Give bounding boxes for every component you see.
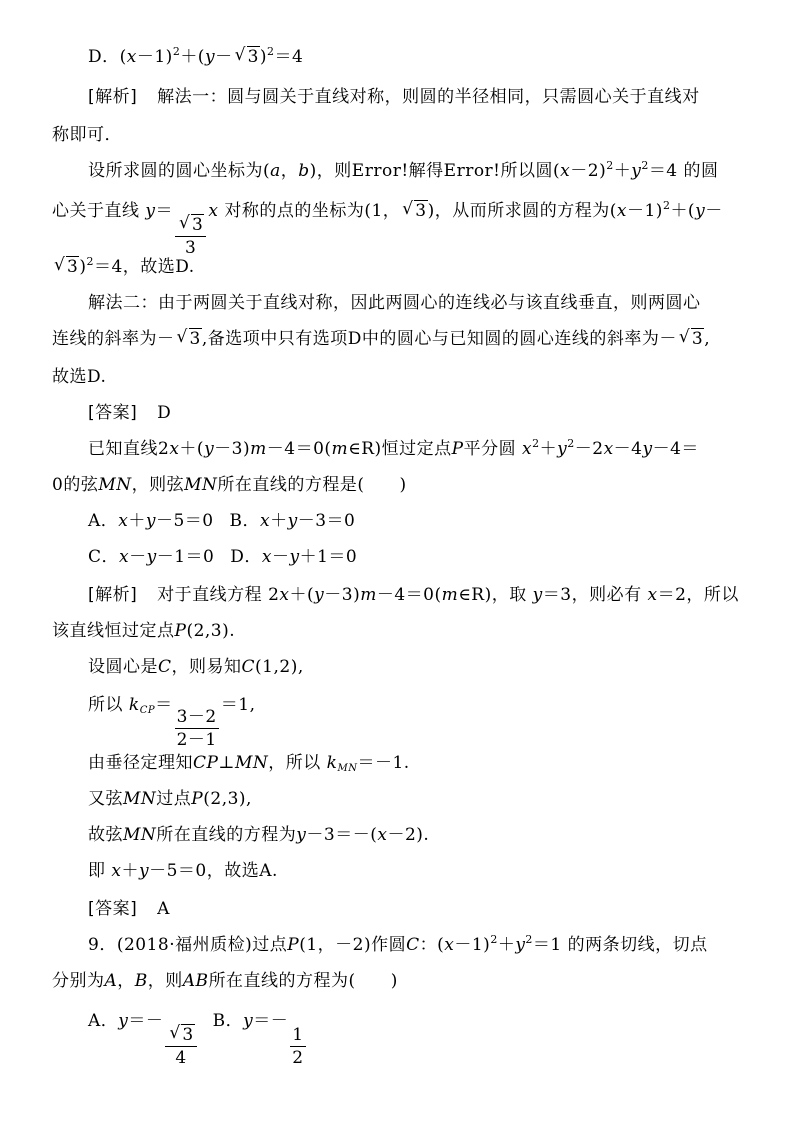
answer-value: D xyxy=(157,403,172,423)
q8-analysis-line4: 所以 $k_{CP}=$ $\frac{3-2}{2-1}$ ＝1, xyxy=(88,695,256,750)
q8-analysis-line2: 该直线恒过定点P(2,3). xyxy=(52,621,236,641)
analysis1-line3: 设所求圆的圆心坐标为(a，b)，则Error!解得Error!所以圆$(x-2)^2+y^2=4$ 的圆 xyxy=(88,159,719,181)
q9-line1: 9．(2018·福州质检)过点P(1，－2)作圆C：$(x-1)^2+y^2=1$ 的两条切线，切点 xyxy=(88,933,708,955)
q8-answer-value: A xyxy=(157,899,170,919)
analysis1-line1: [解析] 解法一：圆与圆关于直线对称，则圆的半径相同，只需圆心关于直线对 xyxy=(88,87,700,107)
q8-options-ab xyxy=(88,510,355,532)
q9-option-b: B．y＝－ $\frac{1}{2}$ xyxy=(212,1011,304,1068)
q9-line2: 分别为A，B，则AB所在直线的方程为( ) xyxy=(52,971,398,991)
q8-analysis-line5: 由垂径定理知CP⊥MN，所以 $k_{MN}=-1$. xyxy=(88,753,410,774)
answer-label: [答案] xyxy=(88,403,138,423)
analysis1-line4: 心关于直线 y＝ √ $\frac{3}{3}$ x 对称的点的坐标为(1，√ 3)，从而所求圆的方程为$(x-1)^2+(y-$ xyxy=(52,198,723,259)
q9-options xyxy=(88,1008,308,1069)
q9-option-a: A．y＝－ √ $\frac{3}{4}$ xyxy=(88,1011,199,1031)
method2-line2: 连线的斜率为－√ 3,备选项中只有选项D中的圆心与已知圆的圆心连线的斜率为－√ 3, xyxy=(52,328,710,350)
q8-line1: 已知直线2x＋(y－3)m－4＝0(m∈R)恒过定点P平分圆 $x^2+y^2-2x-4y-4=$ xyxy=(88,437,699,459)
option-d-line xyxy=(88,46,303,68)
q8-answer-line xyxy=(88,898,170,920)
method2-line3: 故选D. xyxy=(52,367,107,387)
q8-option-a: A．x＋y－5＝0 xyxy=(88,511,214,531)
q8-analysis-label: [解析] xyxy=(88,585,138,605)
q8-answer-label: [答案] xyxy=(88,899,138,919)
option-d: D．$(x-1)^2+(y-√$ 3)$^2$＝4 xyxy=(88,47,303,67)
q8-line2: 0的弦MN，则弦MN所在直线的方程是( ) xyxy=(52,475,407,495)
q8-analysis-line1: [解析] 对于直线方程 2x＋(y－3)m－4＝0(m∈R)，取 y＝3，则必有 x＝2，所以 xyxy=(88,585,739,605)
analysis-label: [解析] xyxy=(88,87,138,107)
q8-options-cd xyxy=(88,546,357,568)
analysis1-line2: 称即可． xyxy=(52,125,122,145)
analysis1-line5: √ 3)$^2$＝4，故选D. xyxy=(52,256,195,278)
answer1-line xyxy=(88,402,171,424)
q8-option-b: B．x＋y－3＝0 xyxy=(229,511,356,531)
q8-analysis-line6: 又弦MN过点P(2,3), xyxy=(88,789,252,809)
q8-analysis-line8: 即 x＋y－5＝0，故选A. xyxy=(88,861,278,881)
method2-line1: 解法二：由于两圆关于直线对称，因此两圆心的连线必与该直线垂直，则两圆心 xyxy=(88,293,701,313)
q8-option-d: D．x－y＋1＝0 xyxy=(230,547,358,567)
q8-analysis-line7: 故弦MN所在直线的方程为y－3＝－(x－2). xyxy=(88,825,430,845)
q8-option-c: C．x－y－1＝0 xyxy=(88,547,215,567)
q8-analysis-line3: 设圆心是C，则易知C(1,2), xyxy=(88,657,304,677)
